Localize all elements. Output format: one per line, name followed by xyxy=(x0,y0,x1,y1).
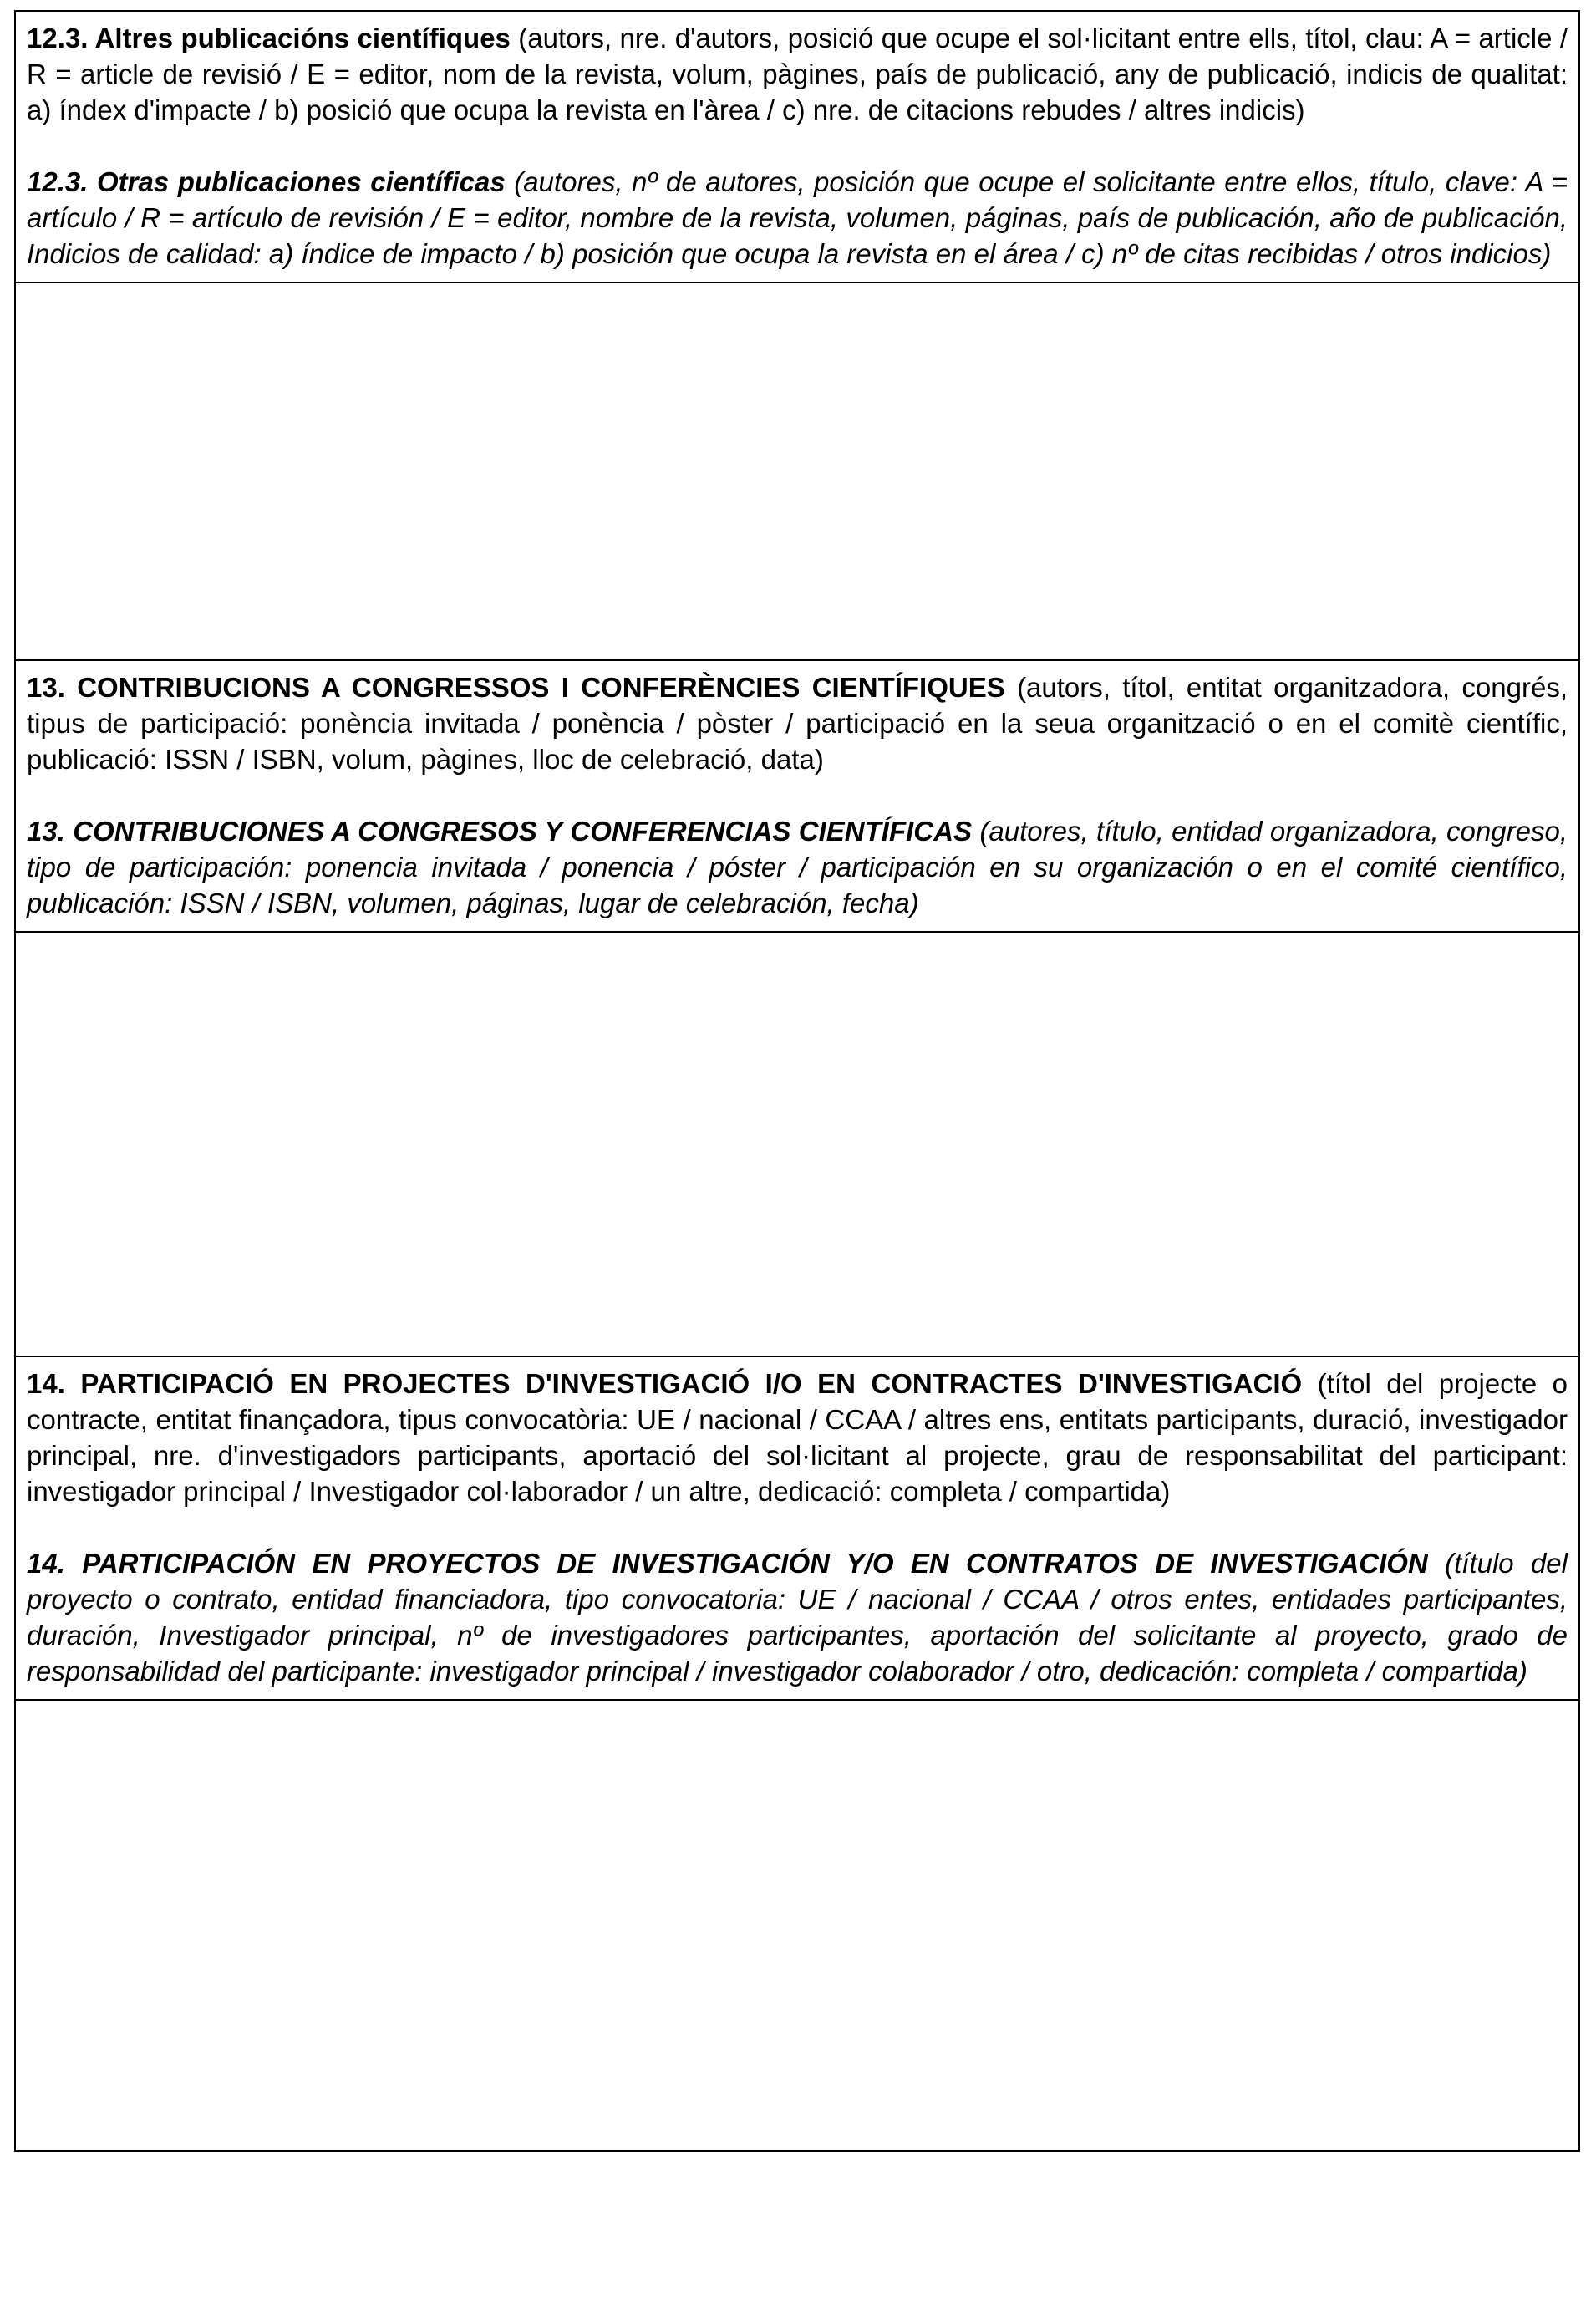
section-12-3-answer-field[interactable] xyxy=(15,282,1579,660)
section-12-3-answer-row xyxy=(15,282,1579,660)
section-14-es-paragraph xyxy=(27,1545,1568,1689)
section-14-answer-field[interactable] xyxy=(15,1700,1579,2151)
section-13-ca-paragraph xyxy=(27,669,1568,777)
section-14-header-row xyxy=(15,1356,1579,1700)
section-14-ca-heading: 14. PARTICIPACIÓ EN PROJECTES D'INVESTIGACIÓ I/O EN CONTRACTES D'INVESTIGACIÓ xyxy=(27,1368,1303,1399)
section-12-3-ca-paragraph xyxy=(27,20,1568,128)
section-12-3-es-heading: 12.3. Otras publicaciones científicas xyxy=(27,166,506,197)
section-12-3-es-paragraph xyxy=(27,164,1568,272)
section-14-es-text: (título del proyecto o contrato, entidad financiadora, tipo convocatoria: UE / nacional / CCAA / otros entes, entidades participantes, duración, Investigador principal, nº de investigadores participantes, aportación del solicitante al proyecto, grado de responsabilidad del participante: investigador principal / investigador colaborador / otro, dedicación: completa / compartida) xyxy=(27,1548,1568,1687)
section-13-es-heading: 13. CONTRIBUCIONES A CONGRESOS Y CONFERENCIAS CIENTÍFICAS xyxy=(27,816,972,847)
section-14-ca-text: (títol del projecte o contracte, entitat finançadora, tipus convocatòria: UE / nacional / CCAA / altres ens, entitats participants, duració, investigador principal, nre. d'investigadors participants, aportació del sol·licitant al projecte, grau de responsabilitat del participant: investigador principal / Investigador col·laborador / un altre, dedicació: completa / compartida) xyxy=(27,1368,1568,1507)
section-13-es-paragraph xyxy=(27,813,1568,921)
section-12-3-es-text: (autores, nº de autores, posición que ocupe el solicitante entre ellos, título, clave: A = artículo / R = artículo de revisión / E = editor, nombre de la revista, volumen, páginas, país de publicación, año de publicación, Indicios de calidad: a) índice de impacto / b) posición que ocupa la revista en el área / c) nº de citas recibidas / otros indicios) xyxy=(27,166,1568,269)
section-12-3-header xyxy=(15,11,1579,282)
section-14-es-heading: 14. PARTICIPACIÓN EN PROYECTOS DE INVESTIGACIÓN Y/O EN CONTRATOS DE INVESTIGACIÓN xyxy=(27,1548,1428,1579)
section-12-3-header-row xyxy=(15,11,1579,282)
section-14-answer-row xyxy=(15,1700,1579,2151)
section-13-header xyxy=(15,660,1579,932)
section-13-ca-heading: 13. CONTRIBUCIONS A CONGRESSOS I CONFERÈNCIES CIENTÍFIQUES xyxy=(27,672,1005,703)
section-12-3-ca-text: (autors, nre. d'autors, posició que ocupe el sol·licitant entre ells, títol, clau: A = article / R = article de revisió / E = editor, nom de la revista, volum, pàgines, país de publicació, any de publicació, indicis de qualitat: a) índex d'impacte / b) posició que ocupa la revista en l'àrea / c) nre. de citacions rebudes / altres indicis) xyxy=(27,23,1568,125)
section-13-es-text: (autores, título, entidad organizadora, congreso, tipo de participación: ponencia invitada / ponencia / póster / participación en su organización o en el comité científico, publicación: ISSN / ISBN, volumen, páginas, lugar de celebración, fecha) xyxy=(27,816,1568,918)
section-12-3-ca-heading: 12.3. Altres publicacións científiques xyxy=(27,23,511,53)
section-14-header xyxy=(15,1356,1579,1700)
section-13-answer-row xyxy=(15,932,1579,1356)
section-13-answer-field[interactable] xyxy=(15,932,1579,1356)
section-14-ca-paragraph xyxy=(27,1366,1568,1509)
section-13-ca-text: (autors, títol, entitat organitzadora, congrés, tipus de participació: ponència invitada / ponència / pòster / participació en la seua organització o en el comitè científic, publicació: ISSN / ISBN, volum, pàgines, lloc de celebració, data) xyxy=(27,672,1568,775)
section-13-header-row xyxy=(15,660,1579,932)
cv-form-table xyxy=(14,10,1580,2152)
